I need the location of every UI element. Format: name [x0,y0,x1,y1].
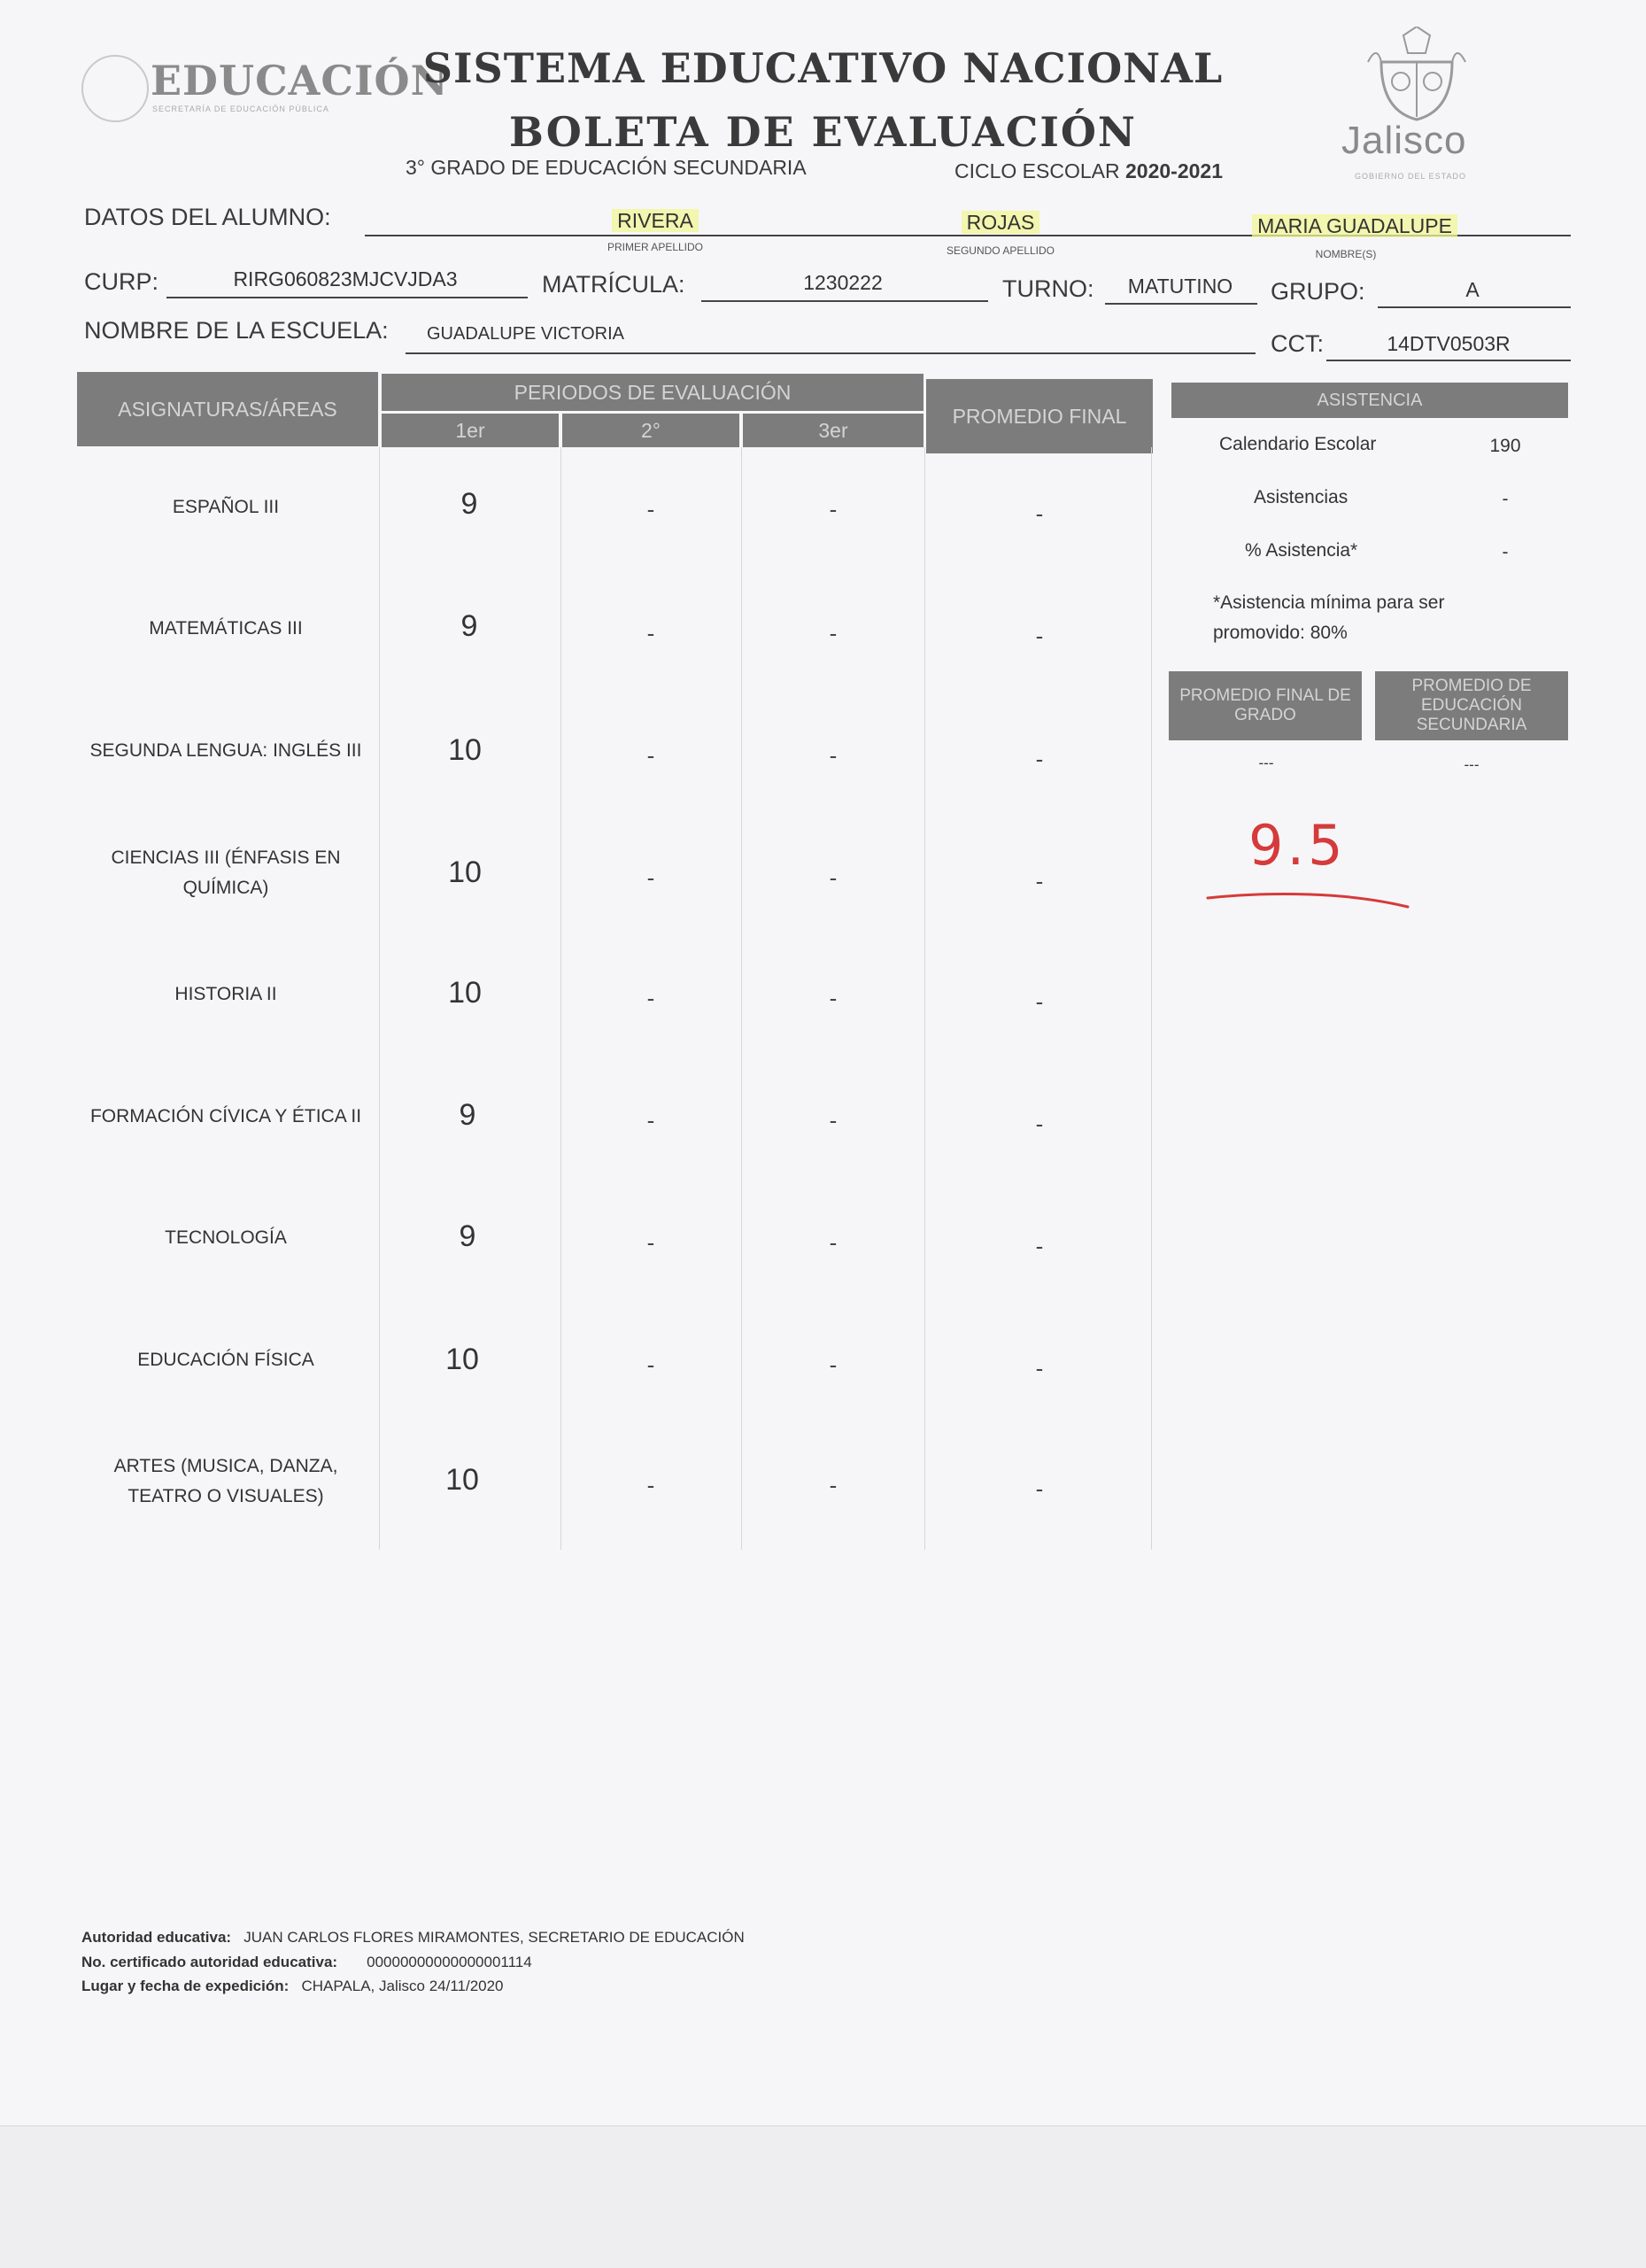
grade-final: - [1035,1475,1044,1502]
cct-value: 14DTV0503R [1387,332,1511,355]
attendance-header: ASISTENCIA [1171,383,1568,418]
school-name-label: NOMBRE DE LA ESCUELA: [84,317,389,344]
cct-label: CCT: [1271,330,1324,357]
grade-period-1: 10 [448,976,482,1010]
grade-period-1: 9 [460,487,478,521]
grade-period-1: 10 [445,1463,479,1497]
education-authority [81,1929,745,1947]
authority-certificate-label: No. certificado autoridad educativa: [81,1954,338,1970]
grade-final: - [1035,1233,1044,1259]
place-and-date-value: CHAPALA, Jalisco 24/11/2020 [301,1978,504,1994]
attendance-minimum-note: *Asistencia mínima para ser promovido: 80% [1213,592,1445,643]
subject-name: EDUCACIÓN FÍSICA [137,1350,314,1370]
second-surname-caption: SEGUNDO APELLIDO [946,244,1055,257]
grade-final-average-header: PROMEDIO FINAL DE GRADO [1169,671,1362,740]
grade-final: - [1035,500,1044,527]
grade-period-2: - [646,496,655,522]
matricula-label: MATRÍCULA: [542,271,685,298]
school-cycle-value: 2020-2021 [1125,159,1223,182]
grade-period-1: 9 [459,1219,476,1253]
grupo-label: GRUPO: [1271,278,1365,305]
subject-name: CIENCIAS III (ÉNFASIS EN QUÍMICA) [111,848,341,898]
attendance-count-label: Asistencias [1254,487,1348,507]
school-cycle-label: CICLO ESCOLAR [954,159,1120,182]
subject-name: MATEMÁTICAS III [149,618,303,639]
matricula-underline [701,300,988,302]
subject-name: FORMACIÓN CÍVICA Y ÉTICA II [89,1106,362,1126]
grade-period-3: - [829,1107,838,1134]
sep-logo-subtitle: SECRETARÍA DE EDUCACIÓN PÚBLICA [152,104,329,113]
grade-period-2: - [646,1229,655,1256]
grade-period-2: - [646,620,655,646]
subjects-column-header: ASIGNATURAS/ÁREAS [77,372,378,446]
grade-final: - [1035,623,1044,649]
curp-label: CURP: [84,268,159,295]
grade-period-1: 9 [460,609,478,643]
student-data-label: DATOS DEL ALUMNO: [84,204,331,230]
school-cycle [954,159,1223,183]
grade-period-1: 9 [459,1098,476,1132]
grade-period-2: - [646,864,655,891]
second-surname: ROJAS [894,211,1107,235]
first-surname: RIVERA [549,209,761,233]
grade-period-3: - [829,1351,838,1378]
subject-name: ESPAÑOL III [172,497,280,517]
secondary-average-value: --- [1464,756,1480,773]
school-calendar-value: 190 [1489,436,1521,456]
grade-final: - [1035,1111,1044,1137]
subject-name: TECNOLOGÍA [165,1227,287,1248]
school-name-underline [406,352,1256,354]
grade-period-2: - [646,985,655,1011]
education-authority-value: JUAN CARLOS FLORES MIRAMONTES, SECRETARIO DE EDUCACIÓN [243,1929,745,1946]
sep-logo-text: EDUCACIÓN [151,57,449,104]
turno-value: MATUTINO [1127,275,1233,298]
turno-label: TURNO: [1002,275,1094,302]
grade-period-2: - [646,1351,655,1378]
jalisco-logo-subtitle: GOBIERNO DEL ESTADO [1355,172,1467,181]
subject-name: HISTORIA II [174,984,277,1004]
grade-period-3: - [829,742,838,769]
authority-certificate-value: 00000000000000001114 [367,1954,532,1970]
period-1-header: 1er [382,414,559,447]
grade-final: - [1035,868,1044,894]
attendance-count-value: - [1502,489,1509,509]
first-surname-caption: PRIMER APELLIDO [607,241,704,253]
grade-final-average-value: --- [1258,755,1274,771]
matricula-value: 1230222 [803,271,883,294]
handwritten-grade: 9.5 [1248,813,1347,878]
grade-period-2: - [646,742,655,769]
grade-final: - [1035,1355,1044,1382]
jalisco-crest-icon [1364,27,1470,124]
grade-period-2: - [646,1107,655,1134]
attendance-percent-value: - [1502,542,1509,562]
handwritten-underline [1204,886,1417,912]
column-divider [741,447,742,1550]
grade-period-2: - [646,1472,655,1498]
jalisco-logo-text: Jalisco [1341,119,1467,162]
place-and-date-label: Lugar y fecha de expedición: [81,1978,290,1994]
given-names-caption: NOMBRE(S) [1315,248,1377,260]
given-names: MARIA GUADALUPE [1204,214,1505,238]
final-average-column-header: PROMEDIO FINAL [926,379,1153,453]
secondary-average-header: PROMEDIO DE EDUCACIÓN SECUNDARIA [1375,671,1568,740]
grade-period-3: - [829,620,838,646]
grade-final: - [1035,988,1044,1015]
grade-period-3: - [829,496,838,522]
grade-period-1: 10 [448,733,482,767]
subject-name: ARTES (MUSICA, DANZA, TEATRO O VISUALES) [113,1456,338,1506]
period-2-header: 2° [562,414,739,447]
school-name-value: GUADALUPE VICTORIA [427,324,625,344]
grupo-underline [1378,306,1571,308]
grade-period-3: - [829,1472,838,1498]
education-authority-label: Autoridad educativa: [81,1929,232,1946]
grade-period-1: 10 [448,855,482,889]
scan-bottom-strip [0,2125,1646,2268]
column-divider [924,447,925,1550]
attendance-percent-label: % Asistencia* [1245,540,1358,561]
column-divider [560,447,561,1550]
grade-level: 3° GRADO DE EDUCACIÓN SECUNDARIA [406,156,807,179]
period-3-header: 3er [743,414,923,447]
grade-period-3: - [829,1229,838,1256]
curp-underline [166,297,528,298]
cct-underline [1326,360,1571,361]
grade-period-3: - [829,864,838,891]
grupo-value: A [1465,278,1480,301]
periods-column-header: PERIODOS DE EVALUACIÓN [382,374,923,411]
document-title-line1: SISTEMA EDUCATIVO NACIONAL [422,44,1224,92]
grade-period-1: 10 [445,1343,479,1376]
document-title-line2: BOLETA DE EVALUACIÓN [509,108,1137,156]
turno-underline [1105,303,1257,305]
school-calendar-label: Calendario Escolar [1219,434,1377,454]
authority-certificate [81,1954,532,1971]
grade-final: - [1035,746,1044,772]
curp-value: RIRG060823MJCVJDA3 [233,267,458,290]
subject-name: SEGUNDA LENGUA: INGLÉS III [89,740,362,761]
place-and-date [81,1978,504,1995]
grade-period-3: - [829,985,838,1011]
